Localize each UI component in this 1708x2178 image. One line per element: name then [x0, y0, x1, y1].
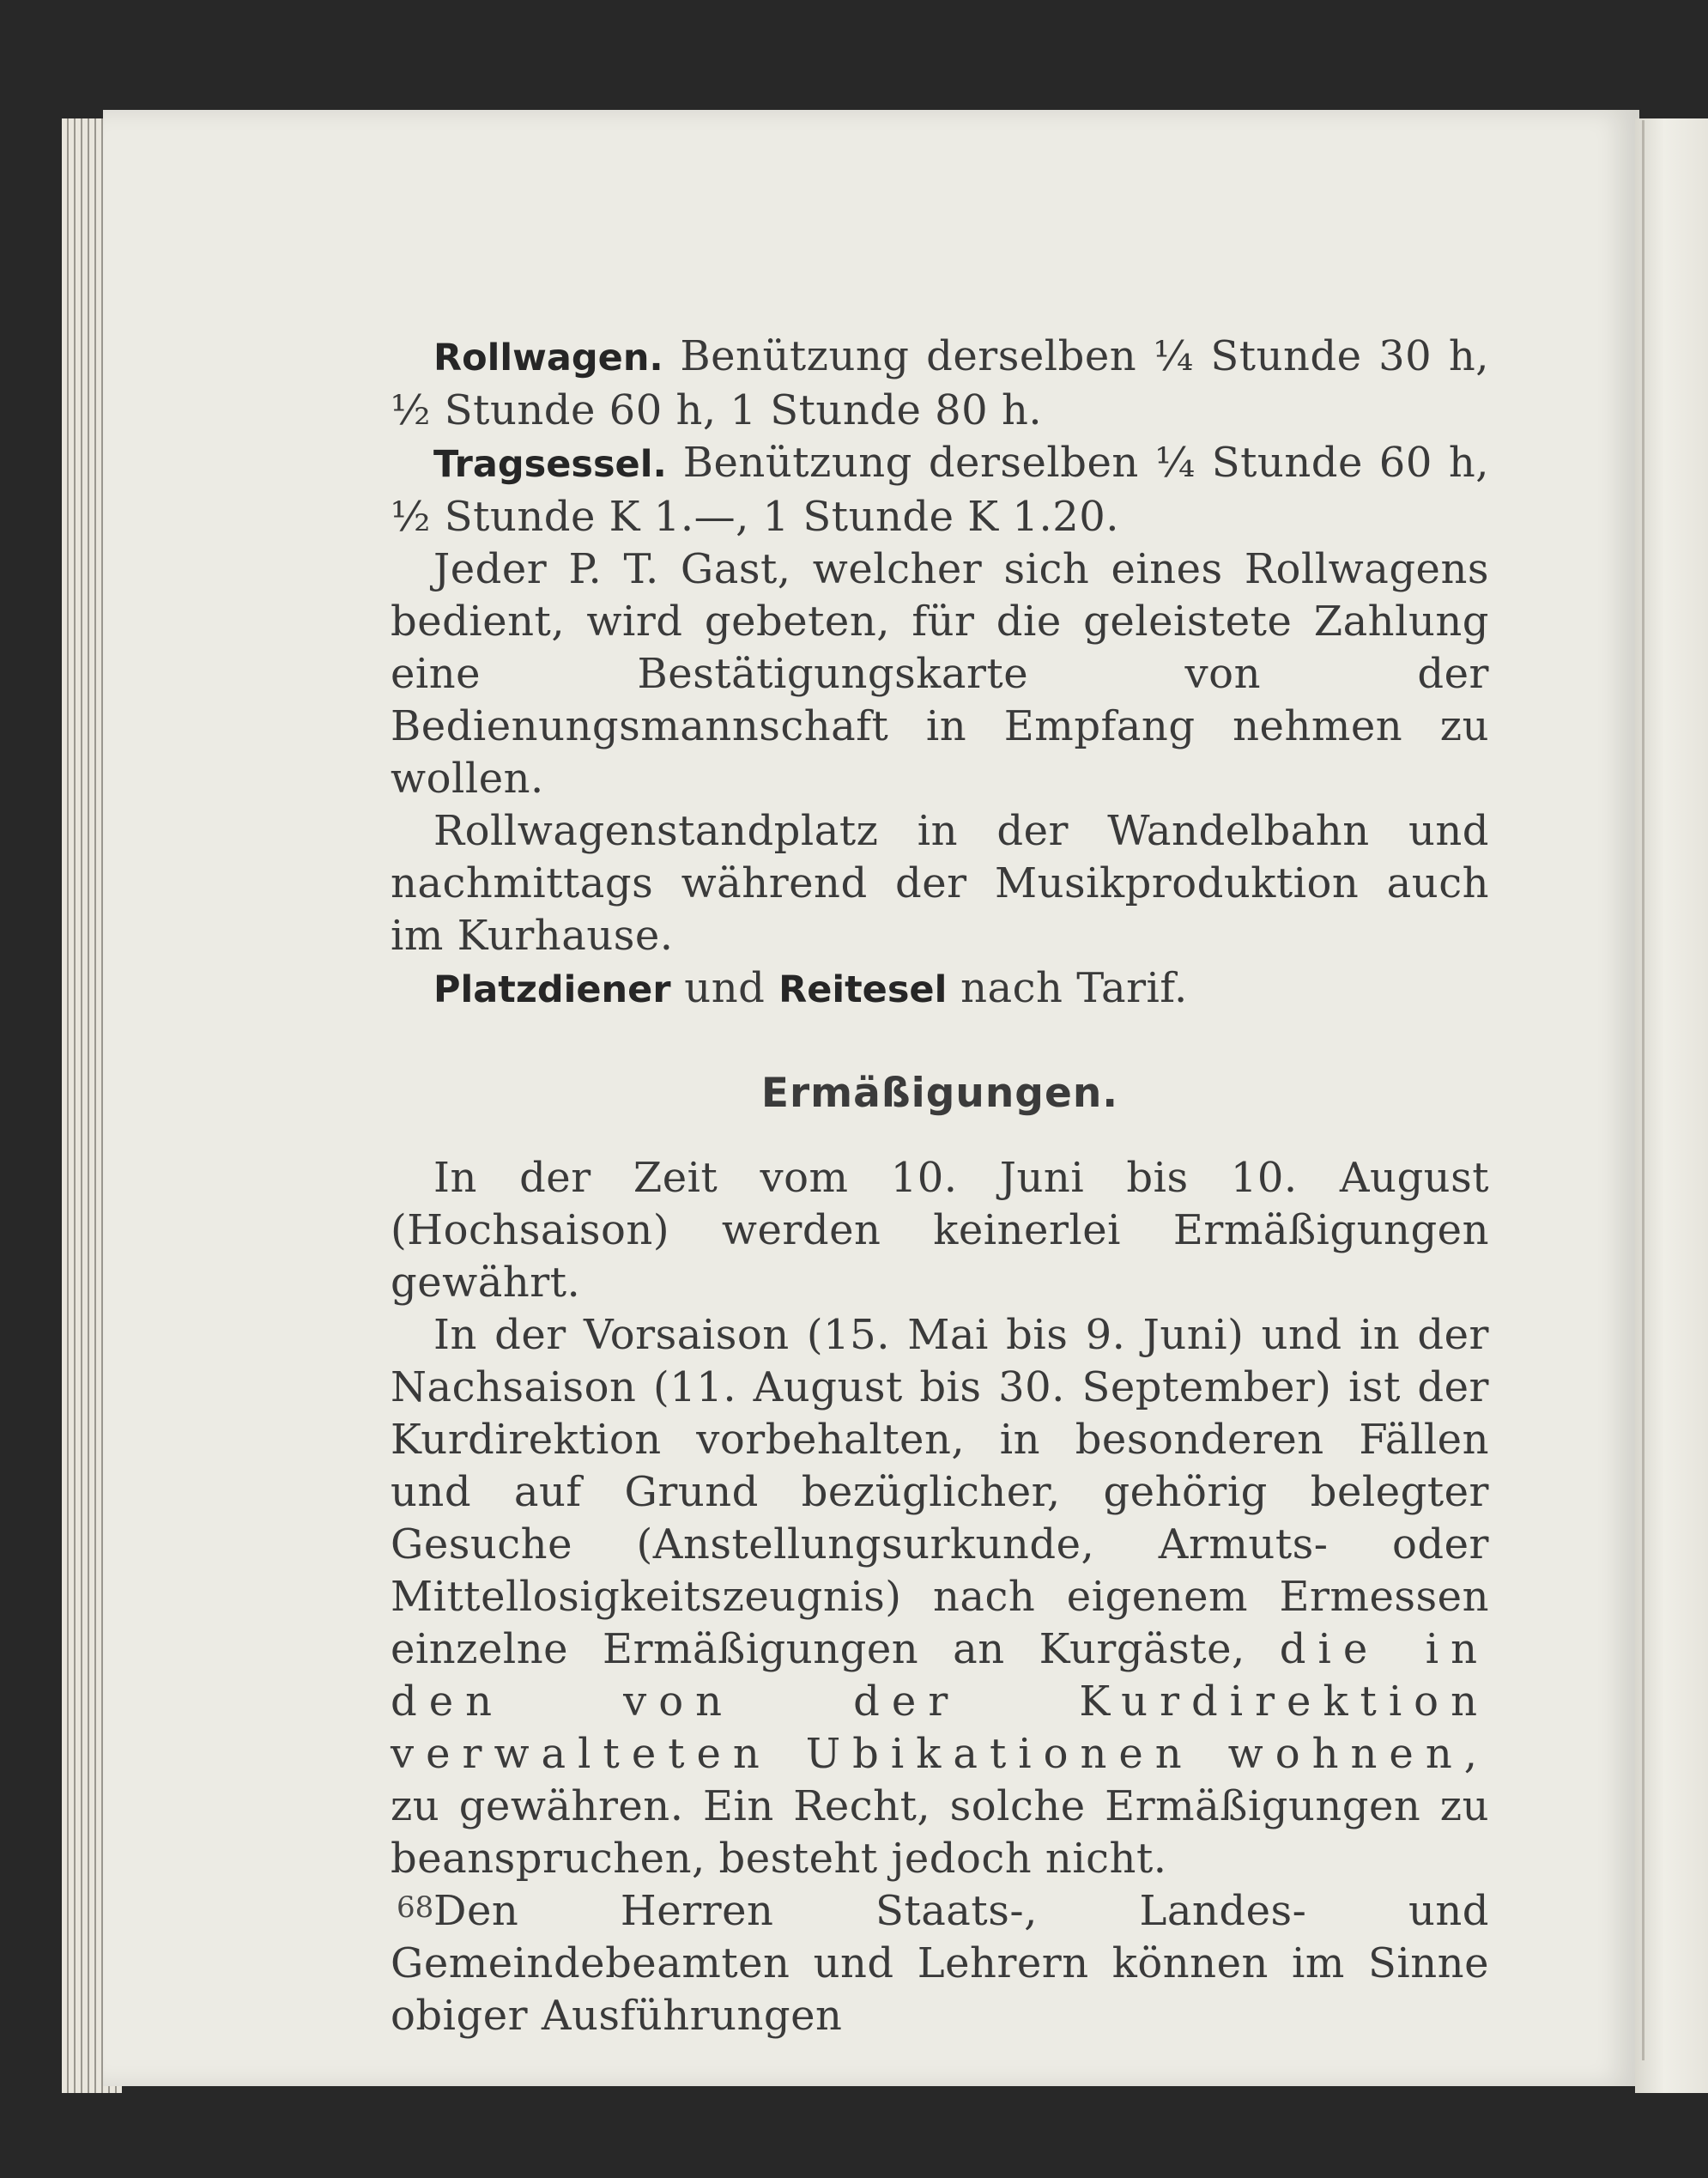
paragraph-beamten: Den Herren Staats-, Landes- und Gemeindebeamten und Lehrern können im Sinne obiger Ausführungen — [391, 1887, 1489, 2040]
paragraph-text: zu gewähren. Ein Recht, solche Ermäßigungen zu beanspruchen, besteht jedoch nicht. — [391, 1782, 1489, 1883]
paragraph-text: nach Tarif. — [947, 964, 1188, 1012]
keyword-rollwagen: Rollwagen. — [433, 337, 663, 379]
section-heading: Ermäßigungen. — [760, 1070, 1119, 1117]
page-text — [391, 331, 1489, 2042]
paragraph-hochsaison: In der Zeit vom 10. Juni bis 10. August (Hochsaison) werden keinerlei Ermäßigungen gewährt. — [391, 1154, 1489, 1307]
paragraph-standplatz: Rollwagenstandplatz in der Wandelbahn und nachmittags während der Musikproduktion auch im Kurhause. — [391, 807, 1489, 960]
paragraph-tragsessel — [391, 437, 1489, 543]
spaced-text: die in den von der Kurdirektion verwalteten Ubikationen wohnen, — [391, 1625, 1490, 1778]
paragraph-vorsaison — [391, 1309, 1489, 1885]
page-number: 68 — [397, 1890, 434, 1925]
paragraph-gast: Jeder P. T. Gast, welcher sich eines Rollwagens bedient, wird gebeten, für die geleistete Zahlung eine Bestätigungskarte von der Bedienungsmannschaft in Empfang nehmen zu wollen. — [391, 545, 1489, 803]
paragraph-platzdiener — [391, 962, 1489, 1016]
paragraph-text: In der Vorsaison (15. Mai bis 9. Juni) und in der Nachsaison (11. August bis 30. September) ist der Kurdirektion vorbehalten, in besonderen Fällen und auf Grund bezüglicher, gehörig belegter Gesuche (Anstellungsurkunde, Armuts- oder Mittellosigkeitszeugnis) nach eigenem Ermessen einzelne Ermäßigungen an Kurgäste, — [391, 1311, 1489, 1673]
paragraph-rollwagen — [391, 331, 1489, 437]
keyword-tragsessel: Tragsessel. — [433, 443, 667, 486]
facing-page-edge — [1635, 118, 1708, 2093]
paragraph-text: Benützung derselben ¼ Stunde 30 h, ½ Stunde 60 h, 1 Stunde 80 h. — [391, 332, 1489, 434]
gutter-line — [1642, 120, 1644, 2060]
paragraph-text: und — [670, 964, 779, 1012]
paragraph-text: Benützung derselben ¼ Stunde 60 h, ½ Stunde K 1.—, 1 Stunde K 1.20. — [391, 439, 1489, 541]
keyword-platzdiener: Platzdiener — [433, 968, 671, 1011]
keyword-reitesel: Reitesel — [778, 968, 948, 1011]
